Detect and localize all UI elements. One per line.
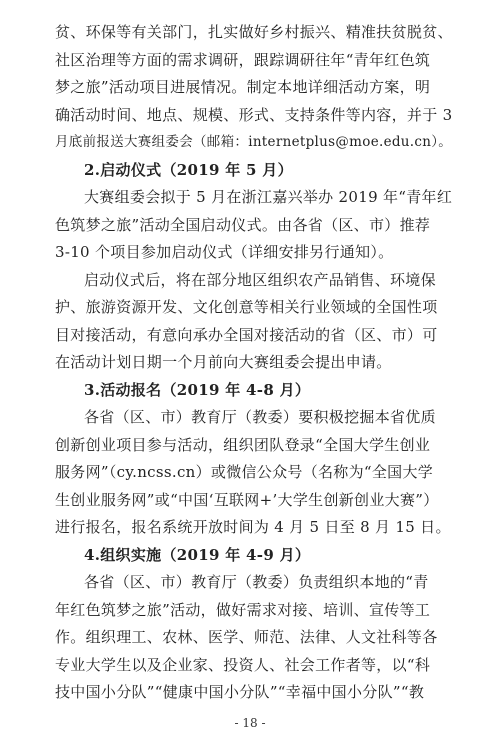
body-line: 年红色筑梦之旅”活动，做好需求对接、培训、宣传等工 bbox=[55, 601, 431, 619]
body-line: 大赛组委会拟于 5 月在浙江嘉兴举办 2019 年“青年红 bbox=[84, 188, 453, 206]
body-line: 确活动时间、地点、规模、形式、支持条件等内容，并于 3 bbox=[55, 106, 453, 124]
body-line: 月底前报送大赛组委会（邮箱：internetplus@moe.edu.cn）。 bbox=[55, 134, 453, 150]
body-line: 在活动计划日期一个月前向大赛组委会提出申请。 bbox=[55, 353, 392, 371]
body-line: 技中国小分队”“健康中国小分队”“幸福中国小分队”“教 bbox=[55, 683, 425, 701]
body-line: 各省（区、市）教育厅（教委）负责组织本地的“青 bbox=[84, 573, 429, 591]
body-line: 3-10 个项目参加启动仪式（详细安排另行通知）。 bbox=[55, 243, 394, 261]
section-heading-implementation: 4.组织实施（2019 年 4-9 月） bbox=[84, 546, 311, 564]
body-line: 服务网”（cy.ncss.cn）或微信公众号（名称为“全国大学 bbox=[55, 463, 434, 481]
body-line: 专业大学生以及企业家、投资人、社会工作者等，以“科 bbox=[55, 656, 431, 674]
body-line: 贫、环保等有关部门，扎实做好乡村振兴、精准扶贫脱贫、 bbox=[55, 23, 453, 41]
section-heading-launch: 2.启动仪式（2019 年 5 月） bbox=[84, 161, 293, 179]
body-line: 进行报名，报名系统开放时间为 4 月 5 日至 8 月 15 日。 bbox=[55, 518, 451, 536]
body-line: 梦之旅”活动项目进展情况。制定本地详细活动方案，明 bbox=[55, 78, 431, 96]
body-line: 护、旅游资源开发、文化创意等相关行业领域的全国性项 bbox=[55, 298, 438, 316]
body-line: 启动仪式后，将在部分地区组织农产品销售、环境保 bbox=[84, 271, 436, 289]
page-number: - 18 - bbox=[234, 716, 266, 730]
body-line: 社区治理等方面的需求调研，跟踪调研往年“青年红色筑 bbox=[55, 51, 431, 69]
body-line: 目对接活动，有意向承办全国对接活动的省（区、市）可 bbox=[55, 326, 438, 344]
body-line: 各省（区、市）教育厅（教委）要积极挖掘本省优质 bbox=[84, 408, 436, 426]
body-line: 作。组织理工、农林、医学、师范、法律、人文社科等各 bbox=[55, 628, 438, 646]
body-line: 色筑梦之旅”活动全国启动仪式。由各省（区、市）推荐 bbox=[55, 216, 431, 234]
section-heading-registration: 3.活动报名（2019 年 4-8 月） bbox=[84, 381, 311, 399]
body-line: 生创业服务网”或“中国‘互联网+’大学生创新创业大赛”） bbox=[55, 491, 439, 509]
body-line: 创新创业项目参与活动，组织团队登录“全国大学生创业 bbox=[55, 436, 431, 454]
